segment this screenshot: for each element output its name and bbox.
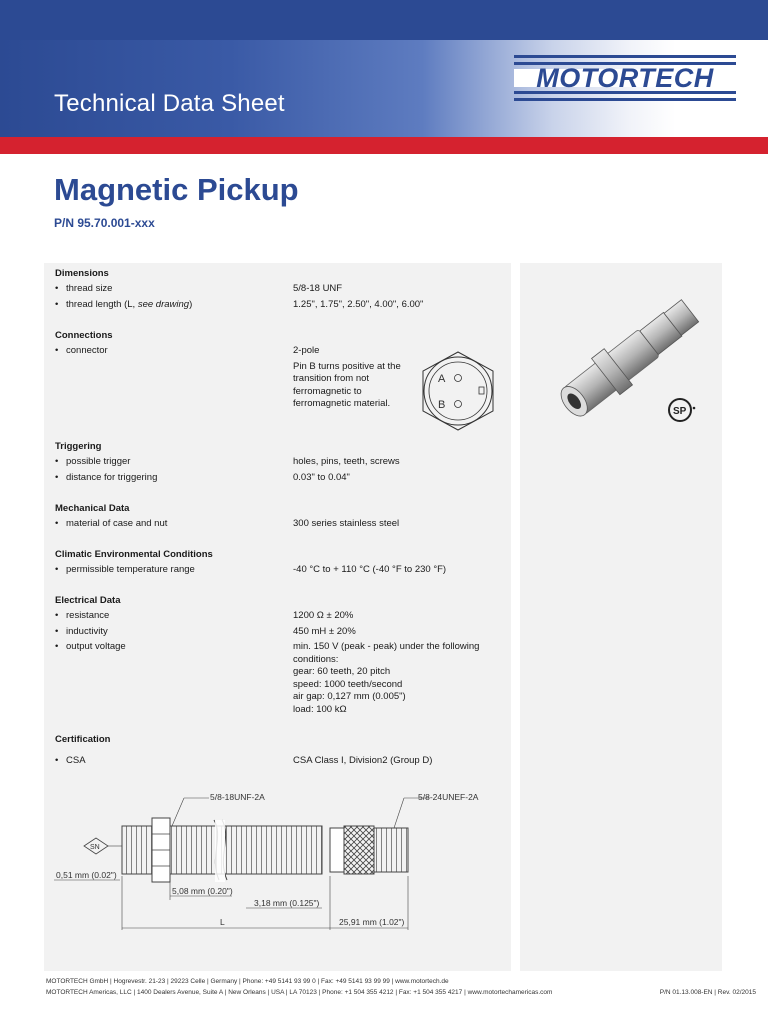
bullet: • [55, 641, 59, 652]
bullet: • [55, 471, 59, 483]
spec-row [55, 626, 505, 642]
spec-label-emphasis: see drawing [137, 298, 190, 310]
part-number: P/N 95.70.001-xxx [54, 216, 155, 230]
spec-value: min. 150 V (peak - peak) under the following conditions: gear: 60 teeth, 20 pitch speed: 1000 teeth/second air gap: 0,127 mm (0.005") load: 100 kΩ [293, 641, 480, 715]
spec-row [55, 472, 505, 488]
csa-mark-text: SP [673, 406, 687, 417]
spec-row [55, 610, 505, 626]
spec-label: thread length (L, [66, 298, 138, 310]
section-dimensions [55, 268, 505, 314]
spec-row [55, 755, 505, 771]
motortech-logo [514, 52, 736, 104]
section-title: Triggering [55, 441, 102, 452]
header-red-stripe [0, 137, 768, 154]
spec-value: -40 °C to + 110 °C (-40 °F to 230 °F) [293, 564, 447, 575]
section-title: Certification [55, 734, 111, 745]
bullet: • [55, 625, 59, 637]
dim-label-051: 0,51 mm (0.02") [56, 870, 117, 880]
footer-line-americas: MOTORTECH Americas, LLC | 1400 Dealers Avenue, Suite A | New Orleans | USA | LA 70123 | Phone: +1 504 355 4212 | Fax: +1 504 355 4217 | www.motortechamericas.com [46, 989, 553, 996]
spec-label: material of case and nut [66, 518, 168, 529]
connector-pin-diagram [417, 350, 499, 432]
section-climatic [55, 549, 505, 580]
spec-label: resistance [66, 610, 110, 621]
connector-note: Pin B turns positive at the transition from not ferromagnetic to ferromagnetic material. [293, 360, 401, 409]
bullet: • [55, 518, 59, 529]
section-title: Connections [55, 330, 113, 341]
spec-value: 5/8-18 UNF [293, 283, 343, 294]
spec-label: CSA [66, 755, 86, 766]
section-mechanical [55, 503, 505, 534]
spec-value: CSA Class I, Division2 (Group D) [293, 755, 433, 766]
thread-right-label: 5/8-24UNEF-2A [418, 792, 479, 802]
spec-value: 0.03" to 0.04" [293, 471, 350, 483]
spec-label: connector [66, 345, 108, 356]
spec-row [55, 299, 505, 315]
spec-row [55, 518, 505, 534]
thread-left-label: 5/8-18UNF-2A [210, 792, 265, 802]
pin-b-label: B [438, 399, 446, 411]
product-title: Magnetic Pickup [54, 172, 299, 207]
spec-label: possible trigger [66, 456, 131, 467]
technical-drawing [54, 782, 504, 942]
footer [46, 976, 756, 998]
spec-value: holes, pins, teeth, screws [293, 456, 400, 467]
dim-label-318: 3,18 mm (0.125") [254, 898, 320, 908]
dim-label-508: 5,08 mm (0.20") [172, 886, 233, 896]
spec-label: distance for triggering [66, 471, 158, 483]
document-type-title: Technical Data Sheet [54, 90, 285, 117]
spec-label: permissible temperature range [66, 564, 195, 575]
bullet: • [55, 298, 59, 310]
bullet: • [55, 345, 59, 356]
section-title: Mechanical Data [55, 503, 130, 514]
dim-label-2591: 25,91 mm (1.02") [339, 917, 405, 927]
footer-line-germany: MOTORTECH GmbH | Hogrevestr. 21-23 | 29223 Celle | Germany | Phone: +49 5141 93 99 0 | Fax: +49 5141 93 99 99 | www.motortech.de [46, 978, 449, 985]
spec-label: inductivity [66, 625, 108, 637]
section-title: Dimensions [55, 268, 109, 279]
section-title: Electrical Data [55, 595, 121, 606]
spec-value: 1.25", 1.75", 2.50", 4.00", 6.00" [293, 298, 424, 310]
spec-value: 450 mH ± 20% [293, 625, 356, 637]
spec-row [55, 456, 505, 472]
sn-symbol-text: SN [90, 844, 100, 851]
document-reference: P/N 01.13.008-EN | Rev. 02/2015 [659, 989, 756, 996]
logo-text: MOTORTECH [536, 63, 714, 93]
bullet: • [55, 610, 59, 621]
section-electrical [55, 595, 505, 721]
bullet: • [55, 283, 59, 294]
bullet: • [55, 755, 59, 766]
spec-value: 300 series stainless steel [293, 518, 400, 529]
section-title: Climatic Environmental Conditions [55, 549, 213, 560]
section-certification [55, 734, 505, 771]
spec-row [55, 641, 505, 721]
spec-row [55, 283, 505, 299]
bullet: • [55, 564, 59, 575]
spec-label: thread size [66, 283, 113, 294]
spec-row [55, 564, 505, 580]
spec-value: 2-pole [293, 345, 320, 356]
csa-certification-icon [666, 396, 698, 424]
header-top-band [0, 0, 768, 40]
spec-label: ) [189, 298, 193, 310]
section-triggering [55, 441, 505, 487]
dim-label-l: L [220, 917, 225, 927]
spec-label: output voltage [66, 641, 126, 652]
spec-value: 1200 Ω ± 20% [293, 610, 354, 621]
pin-a-label: A [438, 373, 446, 385]
bullet: • [55, 456, 59, 467]
